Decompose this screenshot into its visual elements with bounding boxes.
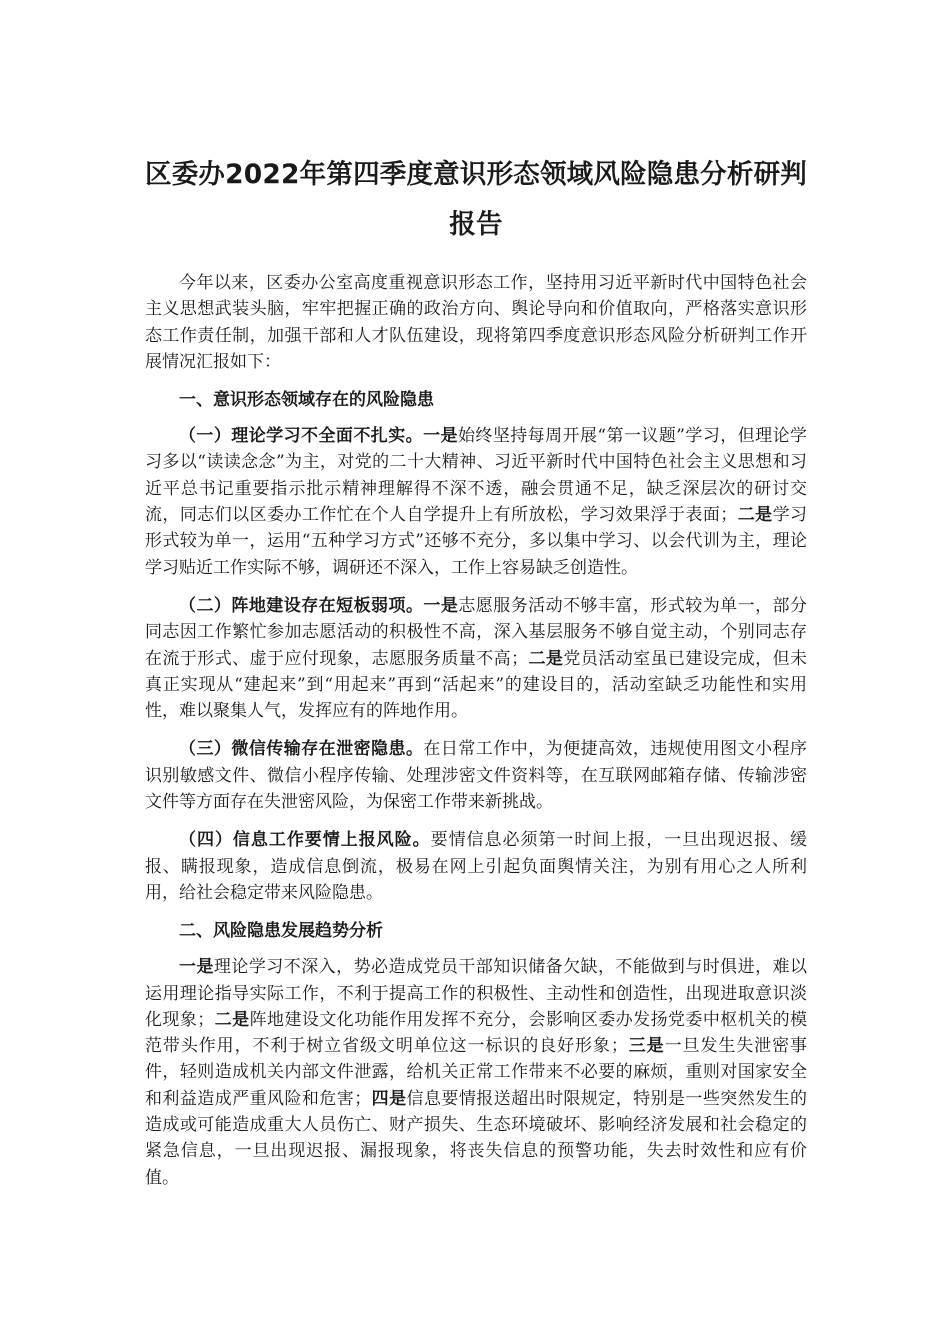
section-1-item-3 [145, 736, 807, 815]
item-lead: （一）理论学习不全面不扎实。 [179, 426, 424, 447]
item-marker: 三是 [627, 1036, 665, 1057]
section-1-item-4 [145, 827, 807, 906]
item-lead: （三）微信传输存在泄密隐患。 [179, 739, 424, 760]
section-2-paragraph [145, 954, 807, 1191]
section-1-item-1 [145, 423, 807, 581]
item-text: 要情信息必须第一时间上报，一旦出现迟报、缓报、瞒报现象，造成信息倒流，极易在网上引起负面舆情关注，为别有用心之人所利用，给社会稳定带来风险隐患。 [145, 830, 808, 903]
item-marker: 一是 [423, 595, 459, 616]
document-title: 区委办2022年第四季度意识形态领域风险隐患分析研判报告 [145, 159, 807, 240]
document-page [145, 150, 807, 1203]
section-2-heading: 二、风险隐患发展趋势分析 [179, 921, 383, 942]
intro-paragraph: 今年以来，区委办公室高度重视意识形态工作，坚持用习近平新时代中国特色社会主义思想武装头脑，牢牢把握正确的政治方向、舆论导向和价值取向，严格落实意识形态工作责任制，加强干部和人才队伍建设，现将第四季度意识形态风险分析研判工作开展情况汇报如下： [145, 273, 807, 372]
section-1-heading: 一、意识形态领域存在的风险隐患 [179, 390, 434, 411]
item-text: 阵地建设文化功能作用发挥不充分，会影响区委办发扬党委中枢机关的模范带头作用，不利于树立省级文明单位这一标识的良好形象； [145, 1009, 808, 1057]
item-text: 党员活动室虽已建设完成，但未真正实现从“建起来”到“用起来”再到“活起来”的建设目的，活动室缺乏功能性和实用性，难以聚集人气，发挥应有的阵地作用。 [145, 648, 808, 722]
item-text: 理论学习不深入，势必造成党员干部知识储备欠缺，不能做到与时俱进，难以运用理论指导实际工作，不利于提高工作的积极性、主动性和创造性，出现进取意识淡化现象； [145, 957, 808, 1030]
item-marker: 四是 [371, 1088, 407, 1109]
item-lead: （四）信息工作要情上报风险。 [179, 830, 431, 851]
item-text: 一旦发生失泄密事件，轻则造成机关内部文件泄露，给机关正常工作带来不必要的麻烦，重则对国家安全和利益造成严重风险和危害； [145, 1036, 808, 1109]
item-text: 志愿服务活动不够丰富，形式较为单一，部分同志因工作繁忙参加志愿活动的积极性不高，深入基层服务不够自觉主动，个别同志存在流于形式、虚于应付现象，志愿服务质量不高； [145, 595, 808, 669]
item-text: 信息要情报送超出时限规定，特别是一些突然发生的造成或可能造成重大人员伤亡、财产损失、生态环境破坏、影响经济发展和社会稳定的紧急信息，一旦出现迟报、漏报现象，将丧失信息的预警功能，失去时效性和应有价值。 [145, 1088, 808, 1188]
item-marker: 二是 [214, 1009, 250, 1030]
item-lead: （二）阵地建设存在短板弱项。 [179, 595, 424, 616]
item-marker: 一是 [423, 426, 458, 447]
section-1-item-2 [145, 593, 807, 724]
item-marker: 一是 [179, 957, 214, 978]
item-marker: 二是 [737, 505, 773, 526]
item-text: 在日常工作中，为便捷高效，违规使用图文小程序识别敏感文件、微信小程序传输、处理涉密文件资料等，在互联网邮箱存储、传输涉密文件等方面存在失泄密风险，为保密工作带来新挑战。 [145, 739, 808, 813]
item-text: 学习形式较为单一，运用“五种学习方式”还够不充分，多以集中学习、以会代训为主，理论学习贴近工作实际不够，调研还不深入，工作上容易缺乏创造性。 [145, 505, 808, 578]
item-marker: 二是 [528, 648, 564, 669]
item-text: 始终坚持每周开展“第一议题”学习，但理论学习多以“读读念念”为主，对党的二十大精神、习近平新时代中国特色社会主义思想和习近平总书记重要指示批示精神理解得不深不透，融会贯通不足，缺乏深层次的研讨交流，同志们以区委办工作忙在个人自学提升上有所放松，学习效果浮于表面； [145, 426, 808, 526]
